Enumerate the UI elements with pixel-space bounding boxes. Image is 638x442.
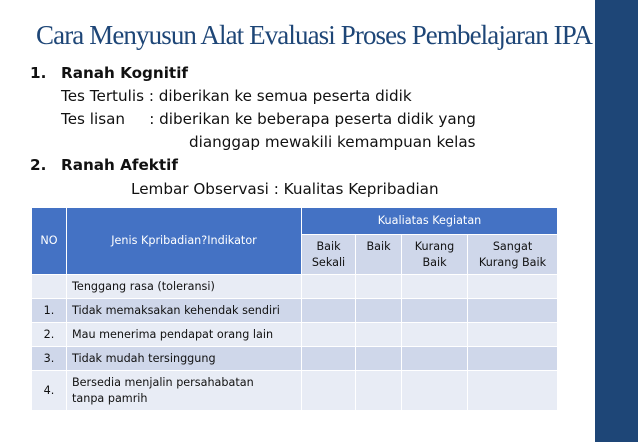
row-indicator: Mau menerima pendapat orang lain — [67, 323, 302, 347]
rating-cell — [402, 371, 468, 411]
rating-cell — [402, 323, 468, 347]
rating-cell — [402, 275, 468, 299]
item-2-number: 2. — [30, 156, 47, 174]
row-number: 4. — [32, 371, 67, 411]
table-row — [32, 275, 558, 299]
rating-cell — [468, 323, 558, 347]
rating-cell — [356, 371, 402, 411]
row-number — [32, 275, 67, 299]
header-no: NO — [32, 208, 67, 275]
rating-cell — [356, 275, 402, 299]
row-number: 1. — [32, 299, 67, 323]
row-indicator: Tidak mudah tersinggung — [67, 347, 302, 371]
subheader-baik: Baik — [356, 235, 402, 275]
rating-cell — [302, 371, 356, 411]
subheader-sangat-kurang-baik: Sangat Kurang Baik — [468, 235, 558, 275]
item-2-heading: Ranah Afektif — [61, 156, 178, 174]
observation-table — [31, 207, 558, 411]
table-row — [32, 371, 558, 411]
table-row — [32, 347, 558, 371]
rating-cell — [468, 371, 558, 411]
line-tes-tertulis: Tes Tertulis : diberikan ke semua peserta didik — [61, 87, 412, 105]
line-tes-lisan-continued: dianggap mewakili kemampuan kelas — [189, 133, 476, 151]
rating-cell — [356, 347, 402, 371]
subheader-kurang-baik: Kurang Baik — [402, 235, 468, 275]
rating-cell — [402, 299, 468, 323]
rating-cell — [468, 275, 558, 299]
rating-cell — [302, 347, 356, 371]
row-number: 3. — [32, 347, 67, 371]
row-indicator: Tenggang rasa (toleransi) — [67, 275, 302, 299]
rating-cell — [302, 299, 356, 323]
rating-cell — [302, 323, 356, 347]
slide-title: Cara Menyusun Alat Evaluasi Proses Pembelajaran IPA — [36, 20, 592, 50]
item-1-heading: Ranah Kognitif — [61, 64, 189, 82]
line-lembar-observasi: Lembar Observasi : Kualitas Kepribadian — [131, 180, 439, 198]
header-kualitas-kegiatan: Kualiatas Kegiatan — [302, 208, 558, 235]
line-tes-lisan: Tes lisan : diberikan ke beberapa peserta didik yang — [61, 110, 476, 128]
table-row — [32, 299, 558, 323]
header-jenis-kepribadian: Jenis Kpribadian?Indikator — [67, 208, 302, 275]
rating-cell — [302, 275, 356, 299]
row-indicator: Bersedia menjalin persahabatan tanpa pamrih — [67, 371, 302, 411]
row-indicator: Tidak memaksakan kehendak sendiri — [67, 299, 302, 323]
rating-cell — [356, 323, 402, 347]
row-number: 2. — [32, 323, 67, 347]
rating-cell — [402, 347, 468, 371]
rating-cell — [356, 299, 402, 323]
item-1-number: 1. — [30, 64, 47, 82]
subheader-baik-sekali: Baik Sekali — [302, 235, 356, 275]
table-row — [32, 323, 558, 347]
rating-cell — [468, 347, 558, 371]
rating-cell — [468, 299, 558, 323]
slide-sidebar-bar — [595, 0, 638, 442]
